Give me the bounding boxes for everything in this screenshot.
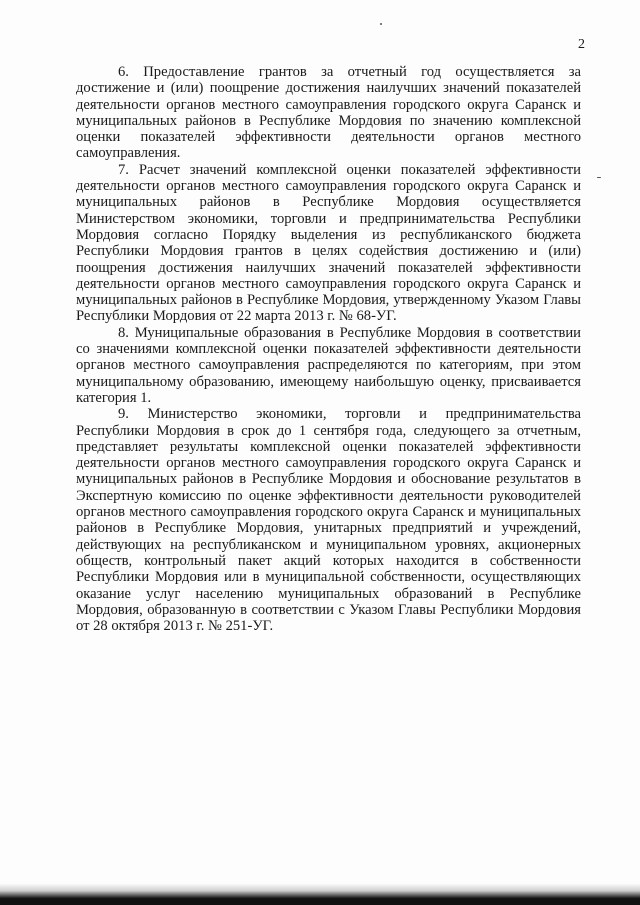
paragraph-9: 9. Министерство экономики, торговли и предпринимательства Республики Мордовия в срок до 1 сентября года, следующего за отчетным, представляет результаты комплексной оценки показателей эффективности деятельности органов местного самоуправления городского округа Саранск и муниципальных районов в Республике Мордовия и обоснование результатов в Экспертную комиссию по оценке эффективности деятельности руководителей органов местного самоуправления городского округа Саранск и муниципальных районов в Республике Мордовия, унитарных предприятий и учреждений, действующих на республиканском и муниципальном уровнях, акционерных обществ, контрольный пакет акций которых находится в собственности Республики Мордовия или в муниципальной собственности, осуществляющих оказание услуг населению муниципальных образований в Республике Мордовия, образованную в соответствии с Указом Главы Республики Мордовия от 28 октября 2013 г. № 251-УГ. bbox=[76, 406, 581, 635]
paragraph-6: 6. Предоставление грантов за отчетный год осуществляется за достижение и (или) поощрение достижения наилучших значений показателей деятельности органов местного самоуправления городского округа Саранск и муниципальных районов в Республике Мордовия по значению комплексной оценки показателей эффективности деятельности органов местного самоуправления. bbox=[76, 64, 581, 162]
scan-speck bbox=[380, 23, 382, 25]
scan-bottom-edge bbox=[0, 883, 640, 905]
scan-speck bbox=[597, 177, 601, 178]
page-number: 2 bbox=[578, 37, 585, 52]
paragraph-8: 8. Муниципальные образования в Республике Мордовия в соответствии со значениями комплексной оценки показателей эффективности деятельности органов местного самоуправления распределяются по категориям, при этом муниципальному образованию, имеющему наибольшую оценку, присваивается категория 1. bbox=[76, 324, 581, 406]
paragraph-7: 7. Расчет значений комплексной оценки показателей эффективности деятельности органов местного самоуправления городского округа Саранск и муниципальных районов в Республике Мордовия осуществляется Министерством экономики, торговли и предпринимательства Республики Мордовия согласно Порядку выделения из республиканского бюджета Республики Мордовия грантов в целях содействия достижению и (или) поощрения достижения наилучших значений показателей эффективности деятельности органов местного самоуправления городского округа Саранск и муниципальных районов в Республике Мордовия, утвержденному Указом Главы Республики Мордовия от 22 марта 2013 г. № 68-УГ. bbox=[76, 161, 581, 325]
document-body bbox=[76, 64, 581, 634]
